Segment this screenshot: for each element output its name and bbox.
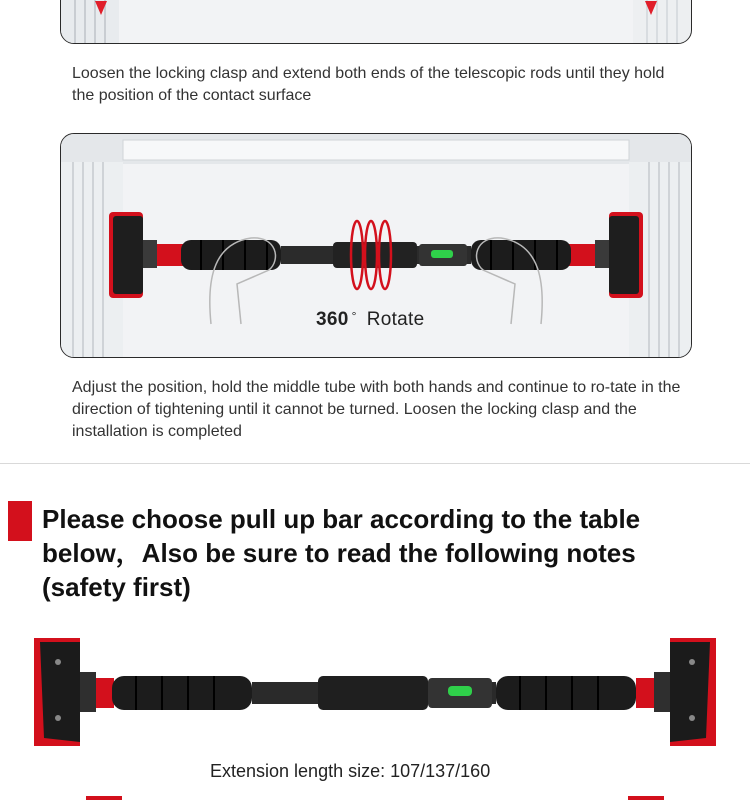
step-2-instruction: Loosen the locking clasp and extend both ends of the telescopic rods until they hold the position of the contact surface xyxy=(72,65,665,104)
pull-up-bar-image xyxy=(0,628,750,753)
pull-up-bar-illustration xyxy=(0,628,750,753)
step-3-instruction: Adjust the position, hold the middle tube with both hands and continue to ro-tate in the direction of tightening until it cannot be turned. Loosen the locking clasp and the installation is completed xyxy=(72,379,681,440)
next-image-edge xyxy=(86,796,122,800)
section-divider xyxy=(0,463,750,464)
extension-length-label xyxy=(210,761,490,782)
install-image-step-1 xyxy=(60,0,692,44)
section-heading: Please choose pull up bar according to the table below，Also be sure to read the following notes (safety first) xyxy=(42,504,641,602)
rotate-label xyxy=(316,309,425,331)
rotate-word: Rotate xyxy=(366,309,425,330)
next-image-edge xyxy=(628,796,664,800)
rotate-number: 360 xyxy=(316,309,349,330)
extension-label-text: Extension length size: xyxy=(210,761,391,781)
degree-symbol: ° xyxy=(351,309,357,323)
door-frame-illustration xyxy=(61,0,691,43)
extension-sizes: 107/137/160 xyxy=(390,761,491,781)
heading-accent-bar xyxy=(8,501,32,541)
